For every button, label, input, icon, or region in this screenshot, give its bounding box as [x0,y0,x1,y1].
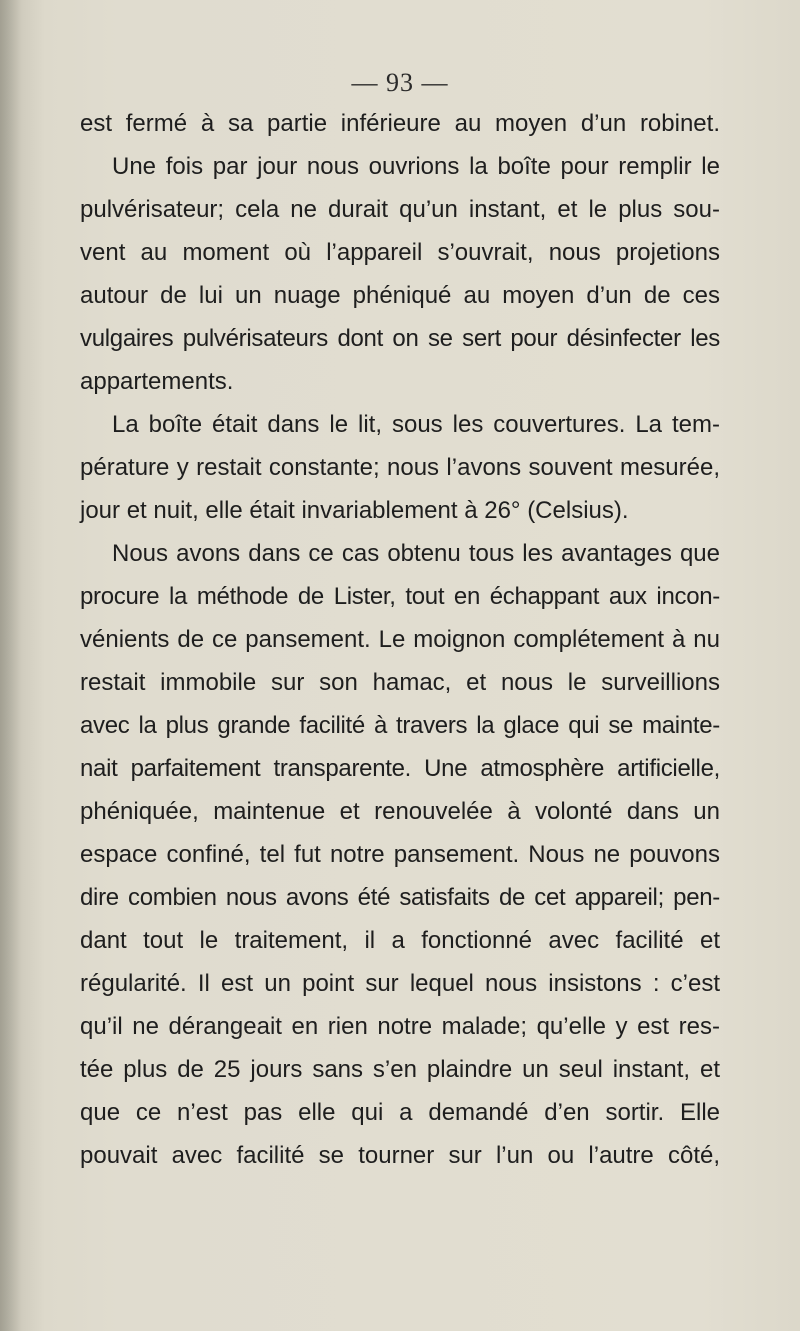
text-line: appartements. [80,368,234,395]
text-line: nait parfaitement transparente. Une atmosphère artificielle, [80,755,720,782]
page-binding-shadow [0,0,22,1331]
page-number: — 93 — [351,68,449,97]
text-line: phéniquée, maintenue et renouvelée à volonté dans un [80,798,720,825]
text-line: pouvait avec facilité se tourner sur l’un ou l’autre côté, [80,1142,720,1169]
text-line: procure la méthode de Lister, tout en échappant aux incon- [80,583,720,610]
text-line: autour de lui un nuage phéniqué au moyen d’un de ces [80,282,720,309]
text-line: dire combien nous avons été satisfaits de cet appareil; pen- [80,884,720,911]
text-line: vent au moment où l’appareil s’ouvrait, nous projetions [80,239,720,266]
text-line: Une fois par jour nous ouvrions la boîte pour remplir le [112,153,720,180]
text-line: jour et nuit, elle était invariablement à 26° (Celsius). [80,497,629,524]
text-line: régularité. Il est un point sur lequel nous insistons : c’est [80,970,720,997]
text-line: est fermé à sa partie inférieure au moyen d’un robinet. [80,110,720,137]
text-line: vulgaires pulvérisateurs dont on se sert pour désinfecter les [80,325,720,352]
text-line: que ce n’est pas elle qui a demandé d’en sortir. Elle [80,1099,720,1126]
text-line: pérature y restait constante; nous l’avons souvent mesurée, [80,454,720,481]
text-line: espace confiné, tel fut notre pansement. Nous ne pouvons [80,841,720,868]
text-line: qu’il ne dérangeait en rien notre malade; qu’elle y est res- [80,1013,720,1040]
text-line: tée plus de 25 jours sans s’en plaindre un seul instant, et [80,1056,720,1083]
text-line: dant tout le traitement, il a fonctionné avec facilité et [80,927,720,954]
text-line: restait immobile sur son hamac, et nous le surveillions [80,669,720,696]
text-line: La boîte était dans le lit, sous les couvertures. La tem- [112,411,720,438]
text-line: vénients de ce pansement. Le moignon complétement à nu [80,626,720,653]
text-line: avec la plus grande facilité à travers la glace qui se mainte- [80,712,720,739]
text-line: Nous avons dans ce cas obtenu tous les avantages que [112,540,720,567]
text-line: pulvérisateur; cela ne durait qu’un instant, et le plus sou- [80,196,720,223]
